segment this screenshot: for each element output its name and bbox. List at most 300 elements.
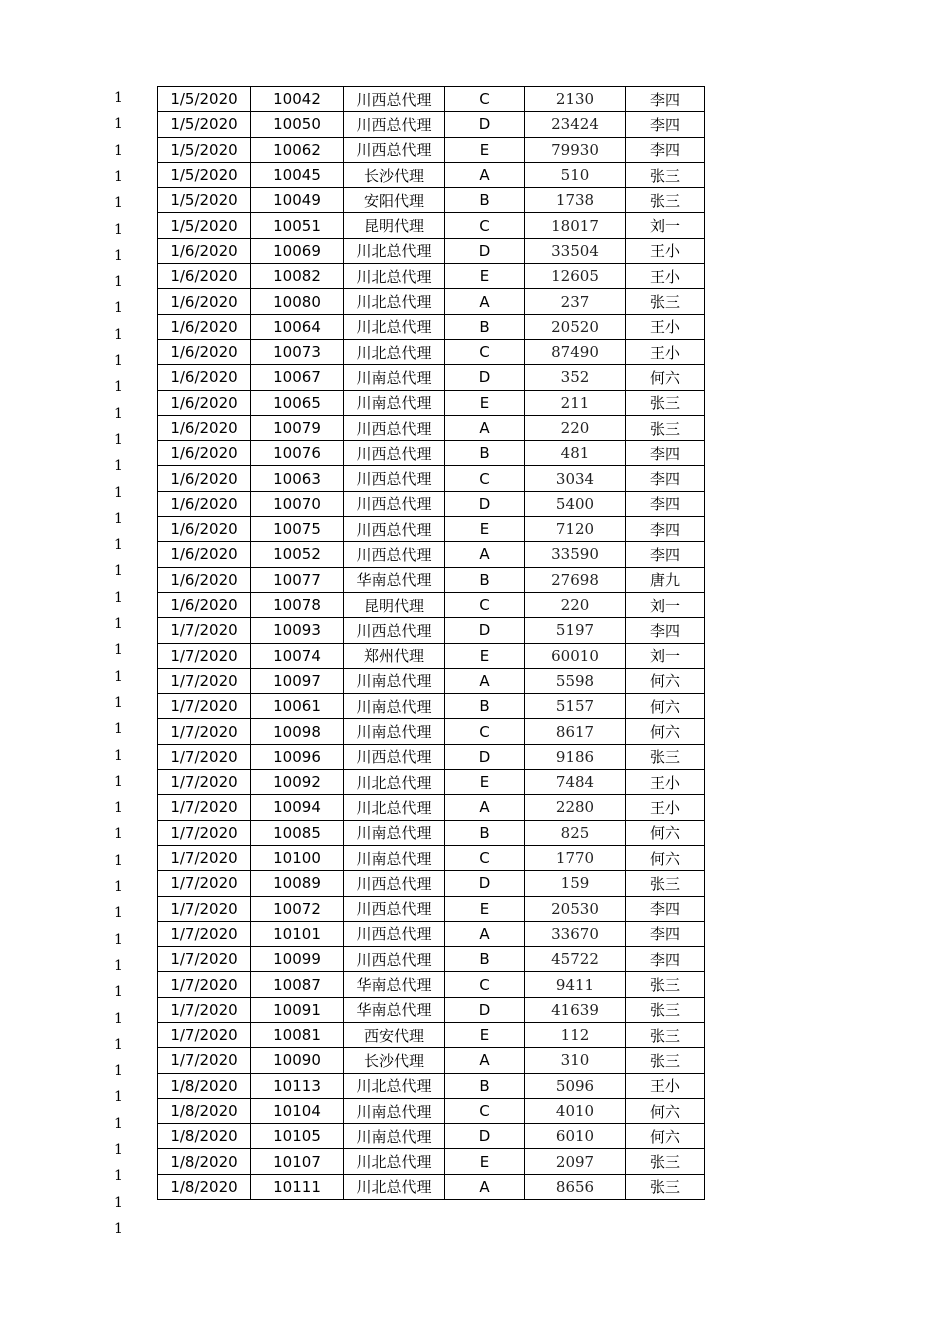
agent-cell[interactable]: 华南总代理 bbox=[344, 972, 445, 997]
order-id-cell[interactable]: 10113 bbox=[251, 1073, 344, 1098]
row-index: 1 bbox=[114, 957, 123, 974]
salesperson-cell[interactable]: 张三 bbox=[626, 997, 705, 1022]
amount-cell[interactable]: 9411 bbox=[525, 972, 626, 997]
order-id-cell[interactable]: 10082 bbox=[251, 264, 344, 289]
order-id-cell[interactable]: 10078 bbox=[251, 592, 344, 617]
date-cell[interactable]: 1/5/2020 bbox=[158, 112, 251, 137]
agent-cell[interactable]: 川南总代理 bbox=[344, 1098, 445, 1123]
grade-cell[interactable]: B bbox=[445, 567, 525, 592]
date-cell[interactable]: 1/6/2020 bbox=[158, 415, 251, 440]
order-id-cell[interactable]: 10094 bbox=[251, 795, 344, 820]
grade-cell[interactable]: A bbox=[445, 1048, 525, 1073]
date-cell[interactable]: 1/6/2020 bbox=[158, 466, 251, 491]
order-id-cell[interactable]: 10042 bbox=[251, 87, 344, 112]
salesperson-cell[interactable]: 王小 bbox=[626, 238, 705, 263]
order-id-cell[interactable]: 10097 bbox=[251, 668, 344, 693]
date-cell[interactable]: 1/8/2020 bbox=[158, 1174, 251, 1199]
salesperson-cell[interactable]: 何六 bbox=[626, 845, 705, 870]
agent-cell[interactable]: 川西总代理 bbox=[344, 517, 445, 542]
date-cell[interactable]: 1/7/2020 bbox=[158, 795, 251, 820]
grade-cell[interactable]: B bbox=[445, 1073, 525, 1098]
table-row bbox=[158, 137, 705, 162]
agent-cell[interactable]: 川北总代理 bbox=[344, 1149, 445, 1174]
amount-cell[interactable]: 12605 bbox=[525, 264, 626, 289]
order-id-cell[interactable]: 10067 bbox=[251, 365, 344, 390]
grade-cell[interactable]: B bbox=[445, 820, 525, 845]
salesperson-cell[interactable]: 张三 bbox=[626, 744, 705, 769]
order-id-cell[interactable]: 10104 bbox=[251, 1098, 344, 1123]
amount-cell[interactable]: 4010 bbox=[525, 1098, 626, 1123]
amount-cell[interactable]: 5096 bbox=[525, 1073, 626, 1098]
salesperson-cell[interactable]: 何六 bbox=[626, 1124, 705, 1149]
grade-cell[interactable]: D bbox=[445, 1124, 525, 1149]
grade-cell[interactable]: B bbox=[445, 314, 525, 339]
salesperson-cell[interactable]: 王小 bbox=[626, 339, 705, 364]
amount-cell[interactable]: 1770 bbox=[525, 845, 626, 870]
amount-cell[interactable]: 352 bbox=[525, 365, 626, 390]
date-cell[interactable]: 1/7/2020 bbox=[158, 719, 251, 744]
amount-cell[interactable]: 9186 bbox=[525, 744, 626, 769]
order-id-cell[interactable]: 10101 bbox=[251, 921, 344, 946]
grade-cell[interactable]: D bbox=[445, 491, 525, 516]
agent-cell[interactable]: 川西总代理 bbox=[344, 744, 445, 769]
salesperson-cell[interactable]: 李四 bbox=[626, 87, 705, 112]
amount-cell[interactable]: 60010 bbox=[525, 643, 626, 668]
table-row bbox=[158, 1098, 705, 1123]
salesperson-cell[interactable]: 何六 bbox=[626, 365, 705, 390]
amount-cell[interactable]: 7120 bbox=[525, 517, 626, 542]
order-id-cell[interactable]: 10061 bbox=[251, 694, 344, 719]
salesperson-cell[interactable]: 张三 bbox=[626, 289, 705, 314]
order-id-cell[interactable]: 10052 bbox=[251, 542, 344, 567]
salesperson-cell[interactable]: 刘一 bbox=[626, 213, 705, 238]
salesperson-cell[interactable]: 何六 bbox=[626, 820, 705, 845]
salesperson-cell[interactable]: 王小 bbox=[626, 795, 705, 820]
amount-cell[interactable]: 481 bbox=[525, 441, 626, 466]
date-cell[interactable]: 1/6/2020 bbox=[158, 238, 251, 263]
amount-cell[interactable]: 2280 bbox=[525, 795, 626, 820]
agent-cell[interactable]: 昆明代理 bbox=[344, 592, 445, 617]
salesperson-cell[interactable]: 张三 bbox=[626, 162, 705, 187]
table-row bbox=[158, 188, 705, 213]
agent-cell[interactable]: 川西总代理 bbox=[344, 947, 445, 972]
agent-cell[interactable]: 川北总代理 bbox=[344, 1174, 445, 1199]
salesperson-cell[interactable]: 何六 bbox=[626, 668, 705, 693]
salesperson-cell[interactable]: 张三 bbox=[626, 1048, 705, 1073]
agent-cell[interactable]: 川西总代理 bbox=[344, 618, 445, 643]
amount-cell[interactable]: 20530 bbox=[525, 896, 626, 921]
salesperson-cell[interactable]: 王小 bbox=[626, 1073, 705, 1098]
table-row bbox=[158, 441, 705, 466]
amount-cell[interactable]: 5197 bbox=[525, 618, 626, 643]
date-cell[interactable]: 1/7/2020 bbox=[158, 694, 251, 719]
order-id-cell[interactable]: 10081 bbox=[251, 1022, 344, 1047]
amount-cell[interactable]: 33504 bbox=[525, 238, 626, 263]
table-row bbox=[158, 592, 705, 617]
date-cell[interactable]: 1/7/2020 bbox=[158, 770, 251, 795]
order-id-cell[interactable]: 10098 bbox=[251, 719, 344, 744]
table-row bbox=[158, 896, 705, 921]
order-id-cell[interactable]: 10064 bbox=[251, 314, 344, 339]
grade-cell[interactable]: E bbox=[445, 1149, 525, 1174]
row-index: 1 bbox=[114, 274, 123, 291]
grade-cell[interactable]: B bbox=[445, 947, 525, 972]
order-id-cell[interactable]: 10065 bbox=[251, 390, 344, 415]
amount-cell[interactable]: 220 bbox=[525, 592, 626, 617]
table-row bbox=[158, 567, 705, 592]
order-id-cell[interactable]: 10093 bbox=[251, 618, 344, 643]
amount-cell[interactable]: 8617 bbox=[525, 719, 626, 744]
date-cell[interactable]: 1/7/2020 bbox=[158, 1022, 251, 1047]
grade-cell[interactable]: D bbox=[445, 365, 525, 390]
table-row bbox=[158, 871, 705, 896]
amount-cell[interactable]: 33670 bbox=[525, 921, 626, 946]
grade-cell[interactable]: C bbox=[445, 592, 525, 617]
salesperson-cell[interactable]: 李四 bbox=[626, 618, 705, 643]
grade-cell[interactable]: D bbox=[445, 112, 525, 137]
agent-cell[interactable]: 川南总代理 bbox=[344, 365, 445, 390]
salesperson-cell[interactable]: 张三 bbox=[626, 1022, 705, 1047]
date-cell[interactable]: 1/6/2020 bbox=[158, 339, 251, 364]
date-cell[interactable]: 1/5/2020 bbox=[158, 87, 251, 112]
agent-cell[interactable]: 川南总代理 bbox=[344, 820, 445, 845]
date-cell[interactable]: 1/7/2020 bbox=[158, 871, 251, 896]
salesperson-cell[interactable]: 李四 bbox=[626, 112, 705, 137]
row-index: 1 bbox=[114, 142, 123, 159]
order-id-cell[interactable]: 10075 bbox=[251, 517, 344, 542]
order-id-cell[interactable]: 10099 bbox=[251, 947, 344, 972]
row-index: 1 bbox=[114, 458, 123, 475]
grade-cell[interactable]: C bbox=[445, 339, 525, 364]
amount-cell[interactable]: 79930 bbox=[525, 137, 626, 162]
order-id-cell[interactable]: 10077 bbox=[251, 567, 344, 592]
table-row bbox=[158, 845, 705, 870]
amount-cell[interactable]: 6010 bbox=[525, 1124, 626, 1149]
amount-cell[interactable]: 45722 bbox=[525, 947, 626, 972]
date-cell[interactable]: 1/6/2020 bbox=[158, 289, 251, 314]
date-cell[interactable]: 1/6/2020 bbox=[158, 517, 251, 542]
amount-cell[interactable]: 5157 bbox=[525, 694, 626, 719]
order-id-cell[interactable]: 10072 bbox=[251, 896, 344, 921]
amount-cell[interactable]: 23424 bbox=[525, 112, 626, 137]
grade-cell[interactable]: A bbox=[445, 1174, 525, 1199]
grade-cell[interactable]: C bbox=[445, 213, 525, 238]
agent-cell[interactable]: 川北总代理 bbox=[344, 238, 445, 263]
salesperson-cell[interactable]: 李四 bbox=[626, 137, 705, 162]
order-id-cell[interactable]: 10111 bbox=[251, 1174, 344, 1199]
date-cell[interactable]: 1/7/2020 bbox=[158, 845, 251, 870]
table-row bbox=[158, 1073, 705, 1098]
salesperson-cell[interactable]: 何六 bbox=[626, 694, 705, 719]
grade-cell[interactable]: B bbox=[445, 441, 525, 466]
order-id-cell[interactable]: 10076 bbox=[251, 441, 344, 466]
date-cell[interactable]: 1/8/2020 bbox=[158, 1073, 251, 1098]
amount-cell[interactable]: 510 bbox=[525, 162, 626, 187]
table-body bbox=[158, 87, 705, 1200]
agent-cell[interactable]: 川北总代理 bbox=[344, 1073, 445, 1098]
grade-cell[interactable]: C bbox=[445, 87, 525, 112]
grade-cell[interactable]: D bbox=[445, 744, 525, 769]
grade-cell[interactable]: E bbox=[445, 137, 525, 162]
date-cell[interactable]: 1/7/2020 bbox=[158, 896, 251, 921]
salesperson-cell[interactable]: 李四 bbox=[626, 466, 705, 491]
grade-cell[interactable]: C bbox=[445, 466, 525, 491]
agent-cell[interactable]: 郑州代理 bbox=[344, 643, 445, 668]
salesperson-cell[interactable]: 王小 bbox=[626, 264, 705, 289]
agent-cell[interactable]: 川西总代理 bbox=[344, 921, 445, 946]
date-cell[interactable]: 1/7/2020 bbox=[158, 744, 251, 769]
row-index: 1 bbox=[114, 1036, 123, 1053]
amount-cell[interactable]: 41639 bbox=[525, 997, 626, 1022]
grade-cell[interactable]: A bbox=[445, 795, 525, 820]
table-row bbox=[158, 365, 705, 390]
order-id-cell[interactable]: 10107 bbox=[251, 1149, 344, 1174]
salesperson-cell[interactable]: 李四 bbox=[626, 896, 705, 921]
grade-cell[interactable]: A bbox=[445, 162, 525, 187]
table-row bbox=[158, 1174, 705, 1199]
grade-cell[interactable]: E bbox=[445, 390, 525, 415]
row-index: 1 bbox=[114, 537, 123, 554]
order-id-cell[interactable]: 10089 bbox=[251, 871, 344, 896]
agent-cell[interactable]: 川南总代理 bbox=[344, 719, 445, 744]
agent-cell[interactable]: 川西总代理 bbox=[344, 491, 445, 516]
table-row bbox=[158, 542, 705, 567]
grade-cell[interactable]: C bbox=[445, 1098, 525, 1123]
agent-cell[interactable]: 川北总代理 bbox=[344, 795, 445, 820]
agent-cell[interactable]: 华南总代理 bbox=[344, 997, 445, 1022]
order-id-cell[interactable]: 10050 bbox=[251, 112, 344, 137]
grade-cell[interactable]: A bbox=[445, 668, 525, 693]
agent-cell[interactable]: 川西总代理 bbox=[344, 137, 445, 162]
row-index: 1 bbox=[114, 747, 123, 764]
amount-cell[interactable]: 112 bbox=[525, 1022, 626, 1047]
amount-cell[interactable]: 825 bbox=[525, 820, 626, 845]
table-row bbox=[158, 238, 705, 263]
amount-cell[interactable]: 220 bbox=[525, 415, 626, 440]
order-id-cell[interactable]: 10051 bbox=[251, 213, 344, 238]
date-cell[interactable]: 1/6/2020 bbox=[158, 390, 251, 415]
agent-cell[interactable]: 川西总代理 bbox=[344, 112, 445, 137]
grade-cell[interactable]: A bbox=[445, 415, 525, 440]
salesperson-cell[interactable]: 张三 bbox=[626, 1149, 705, 1174]
date-cell[interactable]: 1/7/2020 bbox=[158, 643, 251, 668]
agent-cell[interactable]: 昆明代理 bbox=[344, 213, 445, 238]
agent-cell[interactable]: 川西总代理 bbox=[344, 871, 445, 896]
agent-cell[interactable]: 川南总代理 bbox=[344, 1124, 445, 1149]
salesperson-cell[interactable]: 王小 bbox=[626, 770, 705, 795]
agent-cell[interactable]: 川西总代理 bbox=[344, 415, 445, 440]
agent-cell[interactable]: 川南总代理 bbox=[344, 694, 445, 719]
row-index: 1 bbox=[114, 879, 123, 895]
agent-cell[interactable]: 长沙代理 bbox=[344, 162, 445, 187]
amount-cell[interactable]: 18017 bbox=[525, 213, 626, 238]
agent-cell[interactable]: 川北总代理 bbox=[344, 289, 445, 314]
date-cell[interactable]: 1/6/2020 bbox=[158, 542, 251, 567]
grade-cell[interactable]: E bbox=[445, 1022, 525, 1047]
salesperson-cell[interactable]: 何六 bbox=[626, 1098, 705, 1123]
salesperson-cell[interactable]: 刘一 bbox=[626, 643, 705, 668]
date-cell[interactable]: 1/5/2020 bbox=[158, 137, 251, 162]
grade-cell[interactable]: E bbox=[445, 517, 525, 542]
date-cell[interactable]: 1/5/2020 bbox=[158, 188, 251, 213]
salesperson-cell[interactable]: 李四 bbox=[626, 542, 705, 567]
date-cell[interactable]: 1/8/2020 bbox=[158, 1098, 251, 1123]
amount-cell[interactable]: 2130 bbox=[525, 87, 626, 112]
amount-cell[interactable]: 211 bbox=[525, 390, 626, 415]
order-id-cell[interactable]: 10074 bbox=[251, 643, 344, 668]
agent-cell[interactable]: 川南总代理 bbox=[344, 845, 445, 870]
salesperson-cell[interactable]: 张三 bbox=[626, 415, 705, 440]
date-cell[interactable]: 1/7/2020 bbox=[158, 921, 251, 946]
date-cell[interactable]: 1/7/2020 bbox=[158, 820, 251, 845]
order-id-cell[interactable]: 10105 bbox=[251, 1124, 344, 1149]
table-row bbox=[158, 390, 705, 415]
agent-cell[interactable]: 川北总代理 bbox=[344, 314, 445, 339]
row-index: 1 bbox=[114, 1010, 123, 1027]
agent-cell[interactable]: 川北总代理 bbox=[344, 770, 445, 795]
date-cell[interactable]: 1/5/2020 bbox=[158, 213, 251, 238]
amount-cell[interactable]: 7484 bbox=[525, 770, 626, 795]
agent-cell[interactable]: 川西总代理 bbox=[344, 466, 445, 491]
grade-cell[interactable]: E bbox=[445, 264, 525, 289]
salesperson-cell[interactable]: 何六 bbox=[626, 719, 705, 744]
date-cell[interactable]: 1/7/2020 bbox=[158, 972, 251, 997]
table-row bbox=[158, 517, 705, 542]
grade-cell[interactable]: C bbox=[445, 845, 525, 870]
grade-cell[interactable]: D bbox=[445, 618, 525, 643]
grade-cell[interactable]: C bbox=[445, 972, 525, 997]
order-id-cell[interactable]: 10079 bbox=[251, 415, 344, 440]
amount-cell[interactable]: 87490 bbox=[525, 339, 626, 364]
salesperson-cell[interactable]: 张三 bbox=[626, 972, 705, 997]
row-index: 1 bbox=[114, 931, 123, 948]
agent-cell[interactable]: 川西总代理 bbox=[344, 441, 445, 466]
order-id-cell[interactable]: 10070 bbox=[251, 491, 344, 516]
row-index: 1 bbox=[114, 1089, 123, 1106]
date-cell[interactable]: 1/7/2020 bbox=[158, 668, 251, 693]
order-id-cell[interactable]: 10062 bbox=[251, 137, 344, 162]
order-id-cell[interactable]: 10100 bbox=[251, 845, 344, 870]
salesperson-cell[interactable]: 张三 bbox=[626, 390, 705, 415]
order-id-cell[interactable]: 10080 bbox=[251, 289, 344, 314]
amount-cell[interactable]: 20520 bbox=[525, 314, 626, 339]
order-id-cell[interactable]: 10063 bbox=[251, 466, 344, 491]
salesperson-cell[interactable]: 李四 bbox=[626, 921, 705, 946]
salesperson-cell[interactable]: 王小 bbox=[626, 314, 705, 339]
amount-cell[interactable]: 5598 bbox=[525, 668, 626, 693]
grade-cell[interactable]: B bbox=[445, 694, 525, 719]
amount-cell[interactable]: 237 bbox=[525, 289, 626, 314]
date-cell[interactable]: 1/6/2020 bbox=[158, 592, 251, 617]
salesperson-cell[interactable]: 张三 bbox=[626, 188, 705, 213]
agent-cell[interactable]: 川南总代理 bbox=[344, 390, 445, 415]
agent-cell[interactable]: 安阳代理 bbox=[344, 188, 445, 213]
order-id-cell[interactable]: 10073 bbox=[251, 339, 344, 364]
date-cell[interactable]: 1/6/2020 bbox=[158, 264, 251, 289]
salesperson-cell[interactable]: 李四 bbox=[626, 947, 705, 972]
amount-cell[interactable]: 310 bbox=[525, 1048, 626, 1073]
order-id-cell[interactable]: 10069 bbox=[251, 238, 344, 263]
agent-cell[interactable]: 华南总代理 bbox=[344, 567, 445, 592]
grade-cell[interactable]: D bbox=[445, 238, 525, 263]
row-index: 1 bbox=[114, 431, 123, 448]
agent-cell[interactable]: 川西总代理 bbox=[344, 896, 445, 921]
date-cell[interactable]: 1/7/2020 bbox=[158, 947, 251, 972]
agent-cell[interactable]: 川北总代理 bbox=[344, 339, 445, 364]
order-id-cell[interactable]: 10092 bbox=[251, 770, 344, 795]
table-row bbox=[158, 668, 705, 693]
grade-cell[interactable]: A bbox=[445, 289, 525, 314]
salesperson-cell[interactable]: 张三 bbox=[626, 1174, 705, 1199]
date-cell[interactable]: 1/6/2020 bbox=[158, 567, 251, 592]
grade-cell[interactable]: B bbox=[445, 188, 525, 213]
order-id-cell[interactable]: 10090 bbox=[251, 1048, 344, 1073]
amount-cell[interactable]: 33590 bbox=[525, 542, 626, 567]
order-id-cell[interactable]: 10087 bbox=[251, 972, 344, 997]
agent-cell[interactable]: 西安代理 bbox=[344, 1022, 445, 1047]
amount-cell[interactable]: 3034 bbox=[525, 466, 626, 491]
order-id-cell[interactable]: 10096 bbox=[251, 744, 344, 769]
date-cell[interactable]: 1/7/2020 bbox=[158, 618, 251, 643]
salesperson-cell[interactable]: 李四 bbox=[626, 491, 705, 516]
grade-cell[interactable]: E bbox=[445, 770, 525, 795]
order-id-cell[interactable]: 10085 bbox=[251, 820, 344, 845]
grade-cell[interactable]: E bbox=[445, 643, 525, 668]
agent-cell[interactable]: 川南总代理 bbox=[344, 668, 445, 693]
order-id-cell[interactable]: 10045 bbox=[251, 162, 344, 187]
grade-cell[interactable]: A bbox=[445, 921, 525, 946]
row-index: 1 bbox=[114, 1142, 123, 1158]
amount-cell[interactable]: 2097 bbox=[525, 1149, 626, 1174]
salesperson-cell[interactable]: 张三 bbox=[626, 871, 705, 896]
amount-cell[interactable]: 5400 bbox=[525, 491, 626, 516]
row-index: 1 bbox=[114, 379, 123, 396]
salesperson-cell[interactable]: 李四 bbox=[626, 441, 705, 466]
date-cell[interactable]: 1/6/2020 bbox=[158, 491, 251, 516]
salesperson-cell[interactable]: 唐九 bbox=[626, 567, 705, 592]
date-cell[interactable]: 1/6/2020 bbox=[158, 441, 251, 466]
agent-cell[interactable]: 川西总代理 bbox=[344, 87, 445, 112]
date-cell[interactable]: 1/5/2020 bbox=[158, 162, 251, 187]
grade-cell[interactable]: D bbox=[445, 871, 525, 896]
grade-cell[interactable]: A bbox=[445, 542, 525, 567]
salesperson-cell[interactable]: 李四 bbox=[626, 517, 705, 542]
row-index: 1 bbox=[114, 90, 123, 106]
grade-cell[interactable]: C bbox=[445, 719, 525, 744]
amount-cell[interactable]: 27698 bbox=[525, 567, 626, 592]
order-id-cell[interactable]: 10091 bbox=[251, 997, 344, 1022]
date-cell[interactable]: 1/8/2020 bbox=[158, 1124, 251, 1149]
row-index: 1 bbox=[114, 721, 123, 738]
agent-cell[interactable]: 川西总代理 bbox=[344, 542, 445, 567]
row-index: 1 bbox=[114, 826, 123, 843]
row-index: 1 bbox=[114, 1194, 123, 1211]
date-cell[interactable]: 1/8/2020 bbox=[158, 1149, 251, 1174]
date-cell[interactable]: 1/7/2020 bbox=[158, 1048, 251, 1073]
date-cell[interactable]: 1/6/2020 bbox=[158, 314, 251, 339]
salesperson-cell[interactable]: 刘一 bbox=[626, 592, 705, 617]
grade-cell[interactable]: E bbox=[445, 896, 525, 921]
amount-cell[interactable]: 159 bbox=[525, 871, 626, 896]
agent-cell[interactable]: 川北总代理 bbox=[344, 264, 445, 289]
order-id-cell[interactable]: 10049 bbox=[251, 188, 344, 213]
amount-cell[interactable]: 8656 bbox=[525, 1174, 626, 1199]
amount-cell[interactable]: 1738 bbox=[525, 188, 626, 213]
grade-cell[interactable]: D bbox=[445, 997, 525, 1022]
date-cell[interactable]: 1/6/2020 bbox=[158, 365, 251, 390]
date-cell[interactable]: 1/7/2020 bbox=[158, 997, 251, 1022]
agent-cell[interactable]: 长沙代理 bbox=[344, 1048, 445, 1073]
